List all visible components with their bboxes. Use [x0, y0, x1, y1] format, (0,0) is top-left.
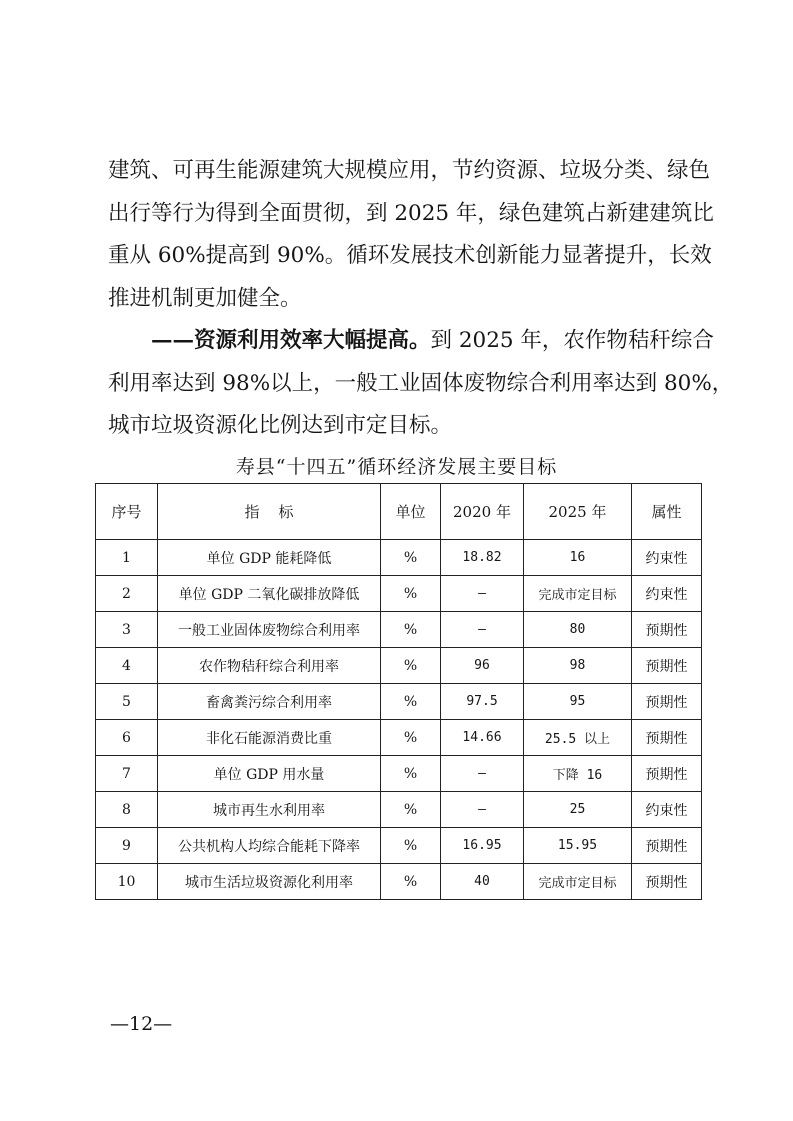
table-row: [96, 792, 702, 828]
cell-2025: 下降 16: [524, 756, 632, 792]
cell-2020: 97.5: [441, 684, 524, 720]
cell-2025: 80: [524, 612, 632, 648]
table-row: [96, 540, 702, 576]
table-row: [96, 720, 702, 756]
table-header-row: [96, 484, 702, 540]
text-line: 推进机制更加健全。: [108, 285, 302, 311]
cell-unit: %: [381, 720, 441, 756]
cell-attribute: 预期性: [632, 756, 702, 792]
cell-2020: –: [441, 612, 524, 648]
cell-index: 9: [96, 828, 158, 864]
table-row: [96, 612, 702, 648]
text-line: 出行等行为得到全面贯彻，到 2025 年，绿色建筑占新建建筑比: [108, 200, 714, 226]
table-row: [96, 864, 702, 900]
cell-unit: %: [381, 756, 441, 792]
paragraph-resource-efficiency: [108, 320, 734, 448]
header-index: 序号: [96, 484, 158, 540]
bold-lead-text: ——资源利用效率大幅提高。: [151, 328, 431, 353]
cell-2020: 18.82: [441, 540, 524, 576]
cell-unit: %: [381, 864, 441, 900]
cell-2025: 95: [524, 684, 632, 720]
header-2025: 2025 年: [524, 484, 632, 540]
paragraph-green-building: [108, 150, 714, 320]
cell-indicator: 一般工业固体废物综合利用率: [158, 612, 381, 648]
cell-2025: 16: [524, 540, 632, 576]
cell-unit: %: [381, 828, 441, 864]
cell-2025: 25.5 以上: [524, 720, 632, 756]
header-unit: 单位: [381, 484, 441, 540]
cell-index: 7: [96, 756, 158, 792]
header-2020: 2020 年: [441, 484, 524, 540]
table-row: [96, 756, 702, 792]
cell-2020: –: [441, 576, 524, 612]
cell-indicator: 单位 GDP 用水量: [158, 756, 381, 792]
cell-index: 4: [96, 648, 158, 684]
cell-indicator: 农作物秸秆综合利用率: [158, 648, 381, 684]
cell-2020: 14.66: [441, 720, 524, 756]
cell-indicator: 非化石能源消费比重: [158, 720, 381, 756]
cell-2020: –: [441, 792, 524, 828]
cell-index: 10: [96, 864, 158, 900]
cell-index: 1: [96, 540, 158, 576]
cell-indicator: 城市生活垃圾资源化利用率: [158, 864, 381, 900]
table-row: [96, 576, 702, 612]
cell-attribute: 预期性: [632, 864, 702, 900]
header-indicator: 指 标: [158, 484, 381, 540]
cell-indicator: 单位 GDP 能耗降低: [158, 540, 381, 576]
page-number: —12—: [110, 1013, 173, 1035]
cell-2020: 40: [441, 864, 524, 900]
cell-2020: 96: [441, 648, 524, 684]
cell-2025: 完成市定目标: [524, 576, 632, 612]
cell-unit: %: [381, 792, 441, 828]
cell-unit: %: [381, 684, 441, 720]
table-row: [96, 648, 702, 684]
table-row: [96, 684, 702, 720]
cell-index: 8: [96, 792, 158, 828]
text-line: 利用率达到 98%以上，一般工业固体废物综合利用率达到 80%，: [108, 370, 734, 396]
cell-unit: %: [381, 612, 441, 648]
cell-index: 6: [96, 720, 158, 756]
text-line: [108, 320, 714, 363]
cell-2025: 完成市定目标: [524, 864, 632, 900]
cell-2025: 98: [524, 648, 632, 684]
cell-2020: –: [441, 756, 524, 792]
cell-indicator: 畜禽粪污综合利用率: [158, 684, 381, 720]
cell-attribute: 预期性: [632, 828, 702, 864]
table-row: [96, 828, 702, 864]
cell-attribute: 约束性: [632, 540, 702, 576]
cell-indicator: 公共机构人均综合能耗下降率: [158, 828, 381, 864]
cell-attribute: 预期性: [632, 612, 702, 648]
cell-2025: 15.95: [524, 828, 632, 864]
cell-attribute: 约束性: [632, 576, 702, 612]
text-line-rest: 到 2025 年，农作物秸秆综合: [430, 328, 714, 353]
cell-2025: 25: [524, 792, 632, 828]
text-line: 重从 60%提高到 90%。循环发展技术创新能力显著提升，长效: [108, 243, 712, 268]
cell-attribute: 约束性: [632, 792, 702, 828]
cell-index: 5: [96, 684, 158, 720]
table-title: 寿县“十四五”循环经济发展主要目标: [235, 456, 558, 478]
text-line: 城市垃圾资源化比例达到市定目标。: [108, 413, 453, 438]
cell-index: 2: [96, 576, 158, 612]
targets-table: [95, 483, 702, 900]
cell-unit: %: [381, 648, 441, 684]
cell-indicator: 城市再生水利用率: [158, 792, 381, 828]
cell-attribute: 预期性: [632, 648, 702, 684]
cell-attribute: 预期性: [632, 720, 702, 756]
text-line: 建筑、可再生能源建筑大规模应用，节约资源、垃圾分类、绿色: [108, 158, 711, 183]
cell-attribute: 预期性: [632, 684, 702, 720]
cell-2020: 16.95: [441, 828, 524, 864]
header-attribute: 属性: [632, 484, 702, 540]
cell-indicator: 单位 GDP 二氧化碳排放降低: [158, 576, 381, 612]
cell-unit: %: [381, 540, 441, 576]
cell-index: 3: [96, 612, 158, 648]
table-body: [96, 540, 702, 900]
cell-unit: %: [381, 576, 441, 612]
